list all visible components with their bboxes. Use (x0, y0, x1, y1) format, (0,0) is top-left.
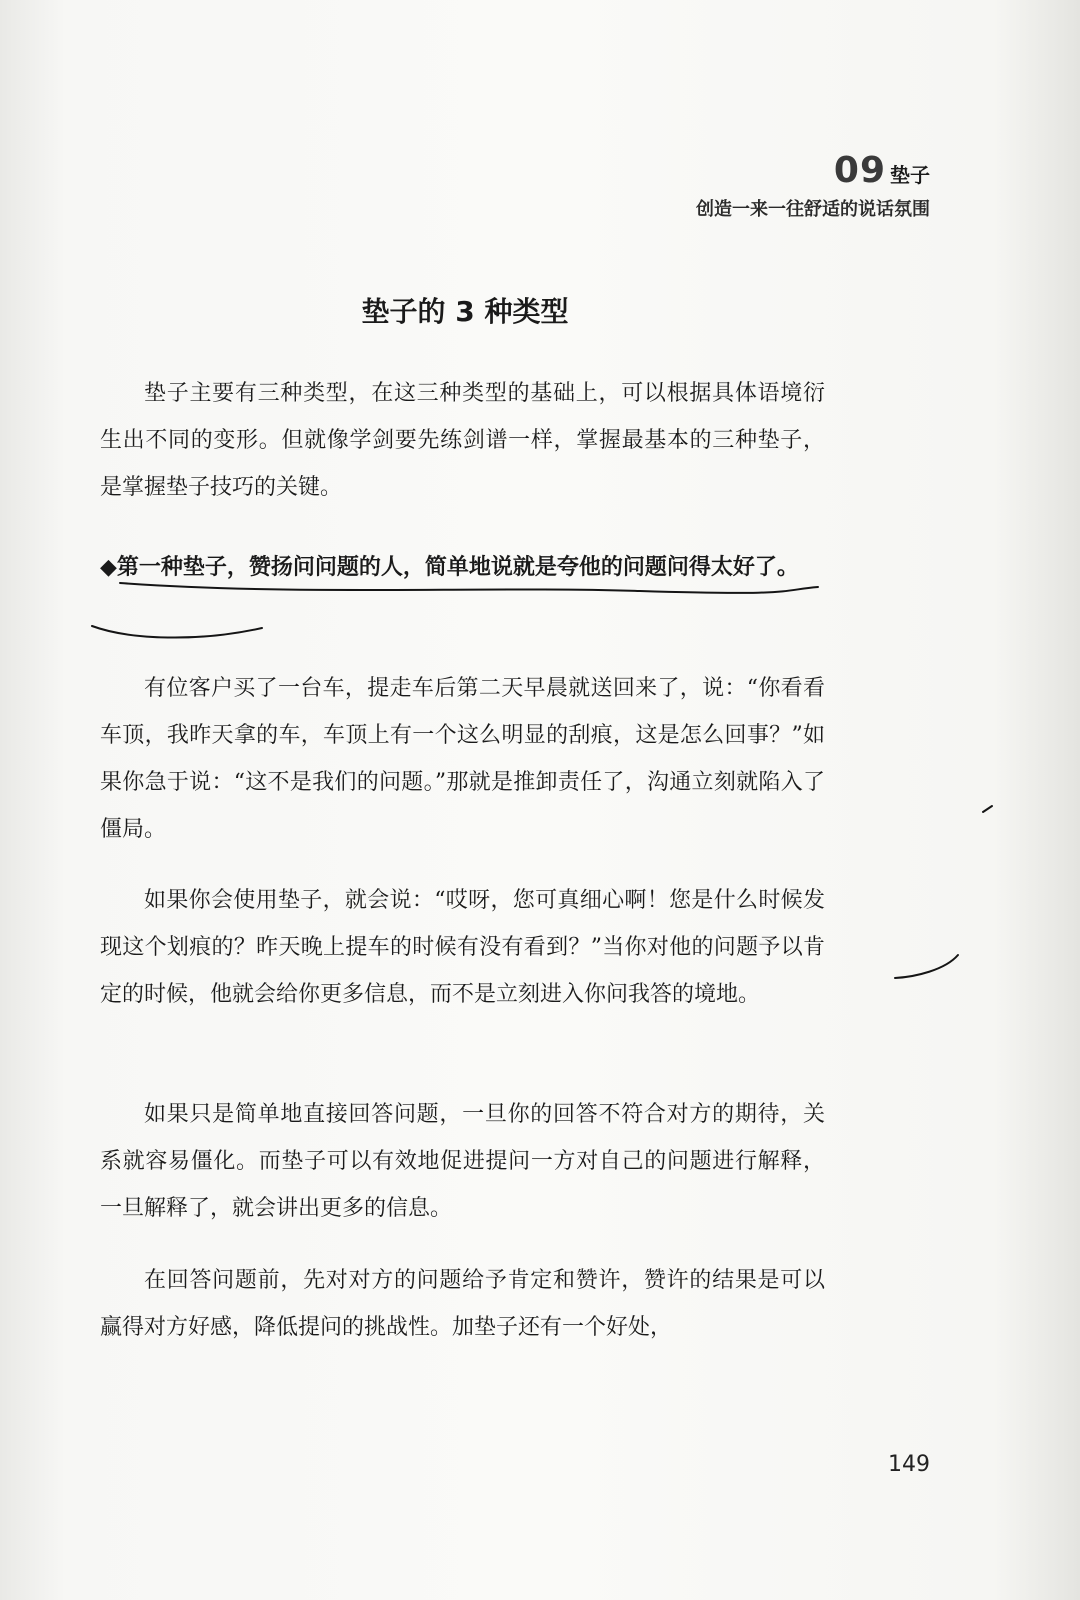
paragraph-using-cushion: 如果你会使用垫子，就会说：“哎呀，您可真细心啊！您是什么时候发现这个划痕的？昨天晚上提车的时候有没有看到？”当你对他的问题予以肯定的时候，他就会给你更多信息，而不是立刻进入你问我答的境地。 (100, 888, 825, 1007)
bullet-heading: ◆第一种垫子，赞扬问问题的人，简单地说就是夸他的问题问得太好了。 (100, 555, 799, 580)
chapter-subtitle: 创造一来一往舒适的说话氛围 (696, 199, 930, 220)
paragraph-direct-answer: 如果只是简单地直接回答问题，一旦你的回答不符合对方的期待，关系就容易僵化。而垫子可以有效地促进提问一方对自己的问题进行解释，一旦解释了，就会讲出更多的信息。 (100, 1102, 825, 1221)
paragraph-intro: 垫子主要有三种类型，在这三种类型的基础上，可以根据具体语境衍生出不同的变形。但就像学剑要先练剑谱一样，掌握最基本的三种垫子，是掌握垫子技巧的关键。 (100, 381, 825, 500)
page-number: 149 (888, 1452, 930, 1477)
chapter-heading (696, 150, 930, 191)
pen-underline-line2 (92, 626, 262, 638)
pen-tick-mark (983, 806, 992, 812)
section-title: 垫子的 3 种类型 (361, 295, 569, 328)
paragraph-before-answering: 在回答问题前，先对对方的问题给予肯定和赞许，赞许的结果是可以赢得对方好感，降低提问的挑战性。加垫子还有一个好处， (100, 1268, 825, 1340)
chapter-number: 09 (833, 150, 886, 191)
chapter-header (696, 150, 930, 221)
pen-margin-mark (895, 955, 958, 978)
paragraph-example: 有位客户买了一台车，提走车后第二天早晨就送回来了，说：“你看看车顶，我昨天拿的车，车顶上有一个这么明显的刮痕，这是怎么回事？”如果你急于说：“这不是我们的问题。”那就是推卸责任了，沟通立刻就陷入了僵局。 (100, 676, 825, 842)
chapter-title: 垫子 (890, 163, 930, 187)
